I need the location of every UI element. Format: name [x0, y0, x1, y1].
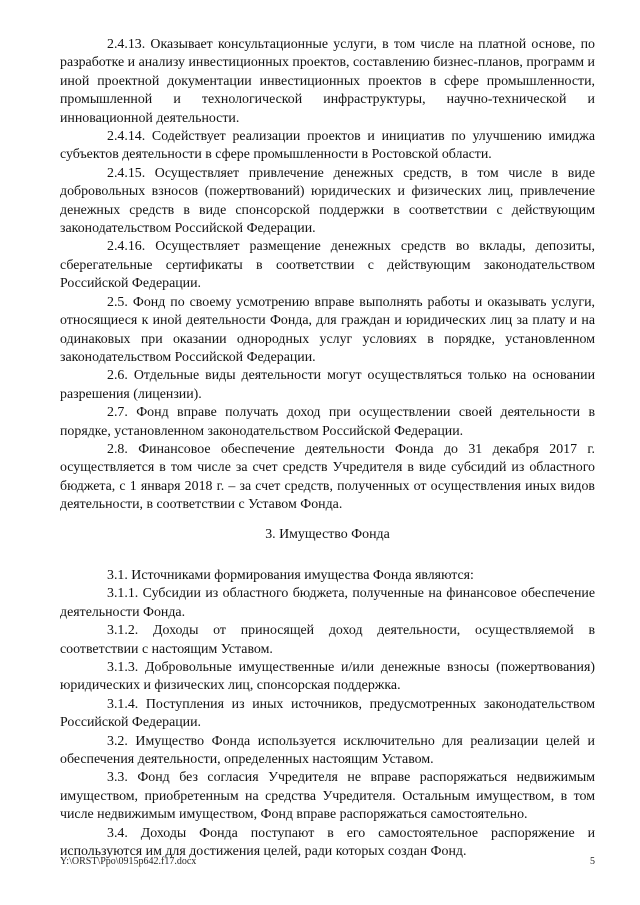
paragraph-2-7: 2.7. Фонд вправе получать доход при осуществлении своей деятельности в порядке, установленном законодательством Российской Федерации. [60, 405, 595, 439]
paragraph-3-3: 3.3. Фонд без согласия Учредителя не вправе распоряжаться недвижимым имуществом, приобретенным на средства Учредителя. Остальным имуществом, в том числе недвижимым имуществом, Фонд вправе распоряжаться самостоятельно. [60, 770, 595, 823]
paragraph-3-1-2: 3.1.2. Доходы от приносящей доход деятельности, осуществляемой в соответствии с настоящим Уставом. [60, 623, 595, 657]
paragraph-2-4-15: 2.4.15. Осуществляет привлечение денежных средств, в том числе в виде добровольных взносов (пожертвований) юридических и физических лиц, привлечение денежных средств в виде спонсорской поддержки в соответствии с действующим законодательством Российской Федерации. [60, 165, 595, 237]
section-heading: 3. Имущество Фонда [265, 526, 390, 542]
paragraph-2-6: 2.6. Отдельные виды деятельности могут осуществляться только на основании разрешения (лицензии). [60, 368, 595, 402]
footer-file-path: Y:\ORST\Ppo\0915p642.f17.docx [60, 856, 197, 867]
footer-page-number: 5 [590, 856, 595, 867]
paragraph-2-5: 2.5. Фонд по своему усмотрению вправе выполнять работы и оказывать услуги, относящиеся к иной деятельности Фонда, для граждан и юридических лиц за плату и на одинаковых при оказании однородных услуг условиях в порядке, установленном законодательством Российской Федерации. [60, 294, 595, 365]
paragraph-2-4-13: 2.4.13. Оказывает консультационные услуги, в том числе на платной основе, по разработке и анализу инвестиционных проектов, составлению бизнес-планов, программ и иной проектной документации инвестиционных проектов в сфере промышленности, промышленной и технологической инфраструктуры, научно-технической и инновационной деятельности. [60, 37, 595, 126]
paragraph-2-4-16: 2.4.16. Осуществляет размещение денежных средств во вклады, депозиты, сберегательные сертификаты в соответствии с действующим законодательством Российской Федерации. [60, 239, 595, 292]
paragraph-2-4-14: 2.4.14. Содействует реализации проектов и инициатив по улучшению имиджа субъектов деятельности в сфере промышленности в Ростовской области. [60, 129, 595, 163]
paragraph-3-1-1: 3.1.1. Субсидии из областного бюджета, полученные на финансовое обеспечение деятельности Фонда. [60, 586, 595, 620]
paragraph-3-2: 3.2. Имущество Фонда используется исключительно для реализации целей и обеспечения деятельности, определенных настоящим Уставом. [60, 733, 595, 768]
document-body [60, 36, 595, 861]
paragraph-2-8: 2.8. Финансовое обеспечение деятельности Фонда до 31 декабря 2017 г. осуществляется в том числе за счет средств Учредителя в виде субсидий из областного бюджета, с 1 января 2018 г. – за счет средств, полученных от осуществления иных видов деятельности, в соответствии с Уставом Фонда. [60, 441, 595, 513]
paragraph-3-1: 3.1. Источниками формирования имущества Фонда являются: [107, 567, 474, 583]
paragraph-3-4: 3.4. Доходы Фонда поступают в его самостоятельное распоряжение и используются им для достижения целей, ради которых создан Фонд. [60, 825, 595, 860]
paragraph-3-1-3: 3.1.3. Добровольные имущественные и/или денежные взносы (пожертвования) юридических и физических лиц, спонсорская поддержка. [60, 660, 595, 694]
paragraph-3-1-4: 3.1.4. Поступления из иных источников, предусмотренных законодательством Российской Федерации. [60, 696, 595, 731]
